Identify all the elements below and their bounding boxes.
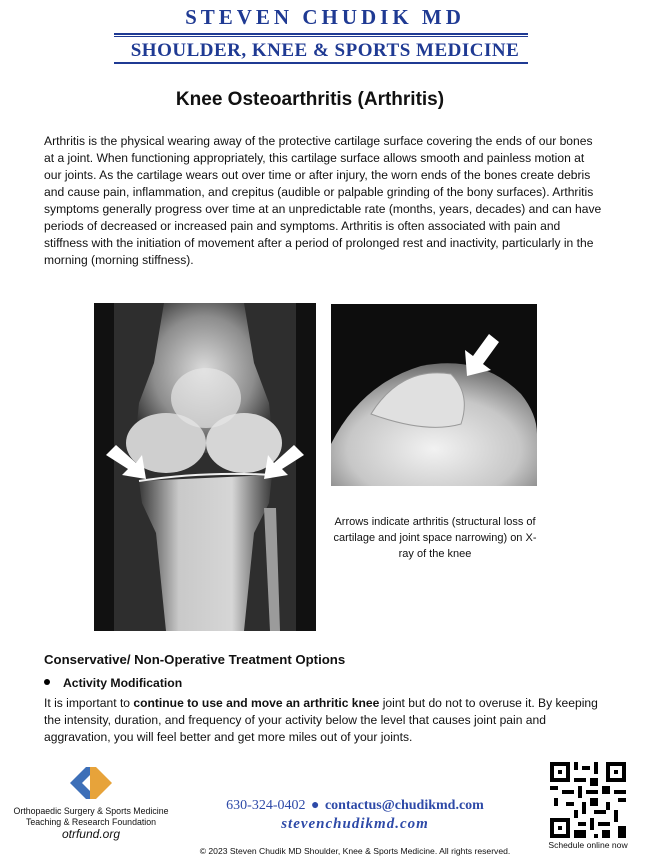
brand-name: STEVEN CHUDIK MD [185, 5, 465, 29]
qr-code-icon[interactable] [550, 762, 626, 838]
header-rule-bottom [114, 36, 528, 37]
section-heading: Conservative/ Non-Operative Treatment Options [44, 652, 346, 667]
figure-caption: Arrows indicate arthritis (structural loss of cartilage and joint space narrowing) on X-ray of the knee [333, 516, 537, 560]
knee-xray-frontal-image [94, 303, 316, 631]
foundation-url[interactable]: otrfund.org [61, 827, 121, 841]
bullet-icon [44, 679, 50, 685]
body-text-emphasis: continue to use and move an arthritic knee [133, 696, 380, 710]
bullet-label: Activity Modification [63, 676, 183, 690]
separator-dot: ● [310, 798, 320, 813]
foundation-logo-icon [68, 766, 114, 800]
website-link[interactable]: stevenchudikmd.com [281, 816, 429, 832]
foundation-name: Orthopaedic Surgery & Sports Medicine Teaching & Research Foundation [13, 806, 169, 827]
tagline-rule [114, 62, 528, 64]
qr-caption: Schedule online now [548, 840, 628, 850]
header-rule-top [114, 33, 528, 35]
copyright-notice: © 2023 Steven Chudik MD Shoulder, Knee & Sports Medicine. All rights reserved. [199, 846, 511, 856]
bullet-activity-modification [44, 676, 182, 690]
knee-xray-patella-image [331, 304, 537, 486]
contact-email[interactable]: contactus@chudikmd.com [324, 798, 484, 813]
phone-number[interactable]: 630-324-0402 [226, 798, 306, 813]
body-text-start: It is important to [44, 696, 134, 710]
brand-tagline: SHOULDER, KNEE & SPORTS MEDICINE [130, 40, 520, 61]
intro-paragraph: Arthritis is the physical wearing away of the protective cartilage surface covering the ends of our bones at a joint. When functioning appropriately, this cartilage surface allows smooth and painless motion at our joints. As the cartilage wears out over time or after injury, the worn ends of the bones create debris and cause pain, inflammation, and crepitus (audible or palpable grinding of the bony surfaces). Arthritis symptoms generally progress over time at an unpredictable rate (months, years, decades) and can have periods of decreased or increased pain and symptoms. Arthritis is often associated with pain and stiffness with the initiation of movement after a period of prolonged rest and inactivity, particularly in the morning (morning stiffness). [44, 134, 602, 267]
page-title: Knee Osteoarthritis (Arthritis) [175, 89, 445, 110]
activity-paragraph [44, 695, 604, 746]
contact-line [190, 798, 520, 814]
body-text-end: joint but do not to overuse it. By keeping the intensity, duration, and frequency of your activity below the level that causes joint pain and aggravation, you will feel better and get more miles out of your joints. [44, 696, 598, 744]
